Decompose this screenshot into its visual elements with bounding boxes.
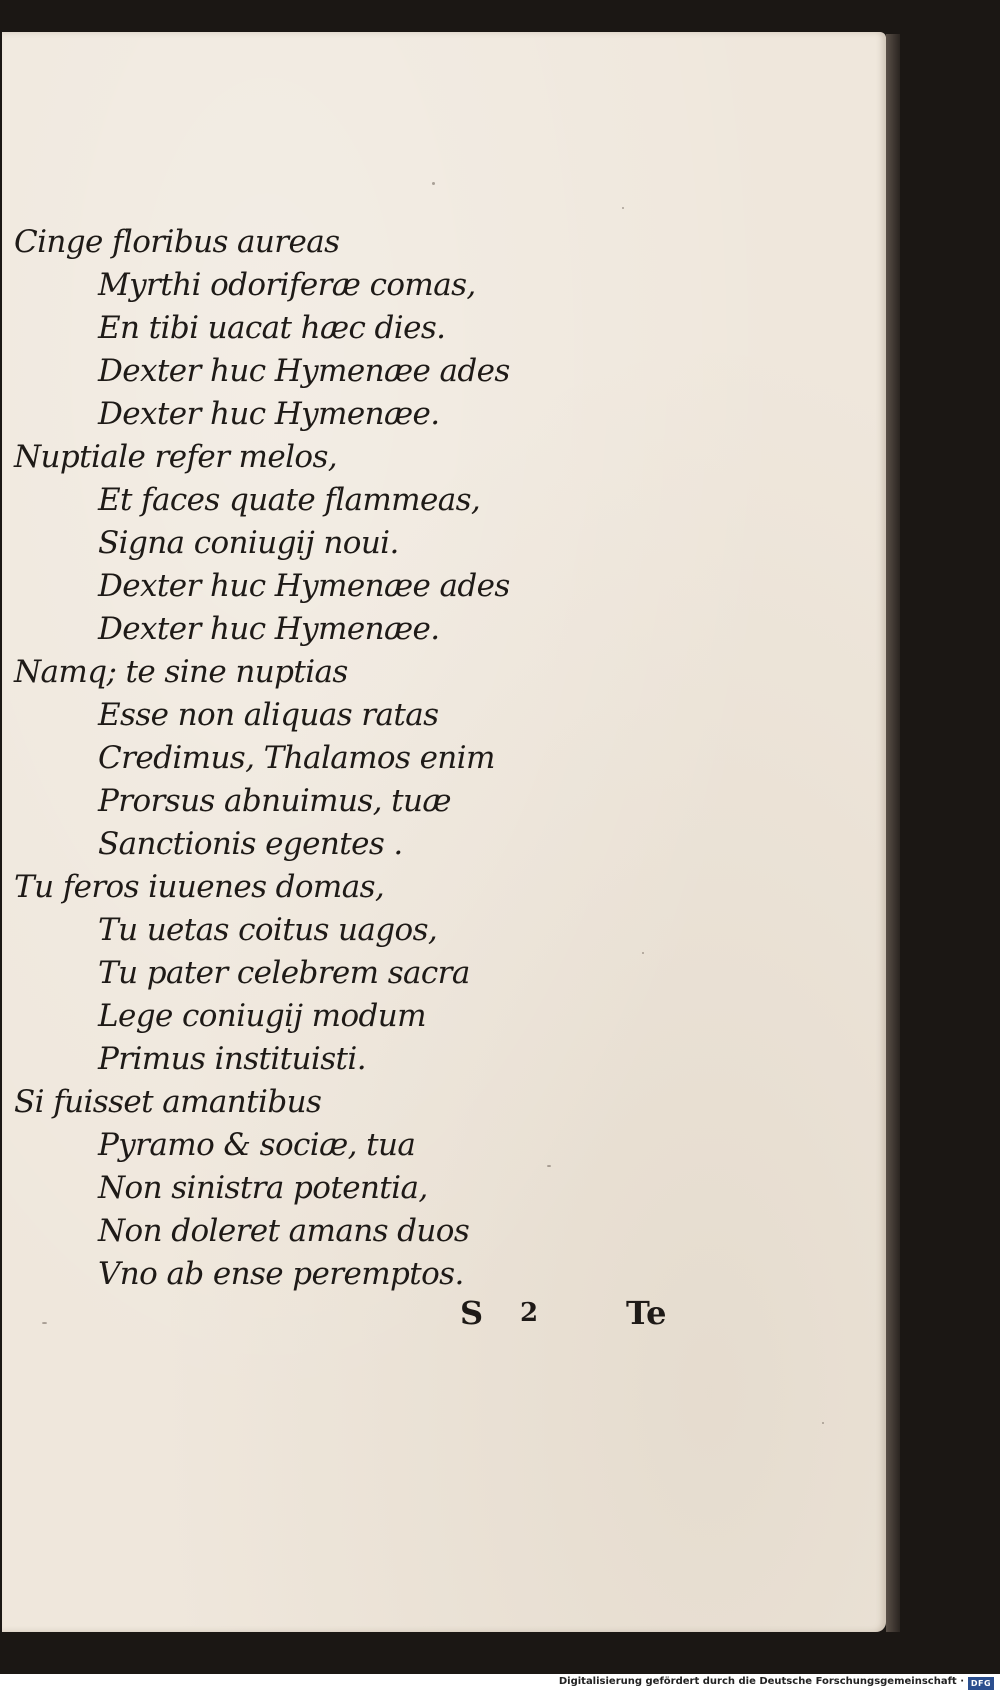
digitization-footer — [0, 1674, 1000, 1694]
poem-line: Non doleret amans duos — [98, 1213, 470, 1249]
poem-line: Nuptiale refer melos, — [14, 439, 338, 475]
book-page — [2, 32, 886, 1632]
catchword: Te — [626, 1294, 667, 1332]
paper-speck — [432, 182, 435, 185]
poem-line: Primus instituisti. — [98, 1041, 366, 1077]
page-edge — [886, 34, 900, 1632]
poem-line: Prorsus abnuimus, tuæ — [98, 783, 451, 819]
poem-line: En tibi uacat hæc dies. — [98, 310, 446, 346]
poem-line: Pyramo & sociæ, tua — [98, 1127, 416, 1163]
poem-line: Tu feros iuuenes domas, — [14, 869, 385, 905]
poem-line: Esse non aliquas ratas — [98, 697, 439, 733]
poem-line: Tu pater celebrem sacra — [98, 955, 470, 991]
poem-line: Sanctionis egentes . — [98, 826, 403, 862]
poem-line: Dexter huc Hymenæe. — [98, 611, 440, 647]
poem-line: Namq; te sine nuptias — [14, 654, 348, 690]
poem-line: Non sinistra potentia, — [98, 1170, 428, 1206]
poem-line: Dexter huc Hymenæe ades — [98, 353, 510, 389]
poem-line: Lege coniugij modum — [98, 998, 426, 1034]
poem-line: Si fuisset amantibus — [14, 1084, 322, 1120]
poem-text — [14, 221, 510, 1296]
paper-speck — [547, 1165, 551, 1167]
funding-credit: Digitalisierung gefördert durch die Deutsche Forschungsgemeinschaft · — [558, 1676, 964, 1687]
paper-speck — [622, 207, 624, 209]
poem-line: Dexter huc Hymenæe ades — [98, 568, 510, 604]
poem-line: Dexter huc Hymenæe. — [98, 396, 440, 432]
paper-speck — [642, 952, 644, 954]
paper-speck — [42, 1322, 47, 1324]
poem-line: Credimus, Thalamos enim — [98, 740, 495, 776]
poem-line: Cinge floribus aureas — [14, 224, 340, 260]
dfg-logo: DFG — [968, 1677, 994, 1690]
poem-line: Myrthi odoriferæ comas, — [98, 267, 476, 303]
poem-line: Et faces quate flammeas, — [98, 482, 481, 518]
signature-mark-number: 2 — [520, 1298, 539, 1328]
poem-line: Vno ab ense peremptos. — [98, 1256, 464, 1292]
poem-line: Signa coniugij noui. — [98, 525, 399, 561]
poem-line: Tu uetas coitus uagos, — [98, 912, 438, 948]
paper-speck — [822, 1422, 824, 1424]
signature-mark-letter: S — [460, 1294, 484, 1332]
